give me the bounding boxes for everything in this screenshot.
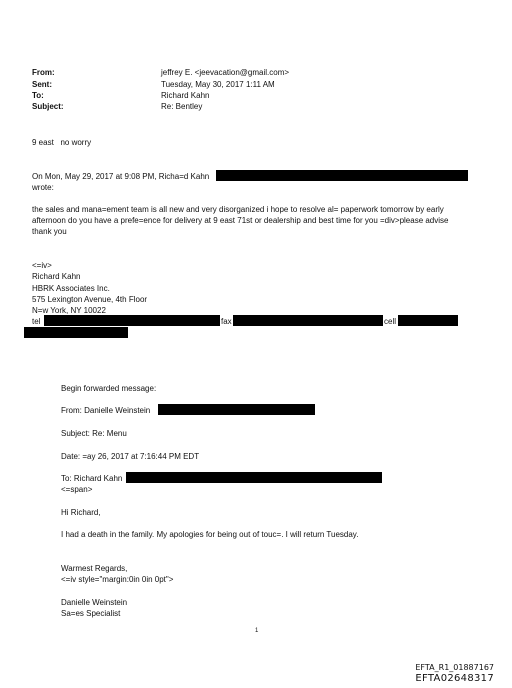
forwarded-sig-name: Danielle Weinstein (61, 598, 128, 607)
sent-value: Tuesday, May 30, 2017 1:11 AM (161, 80, 275, 89)
tel-label: tel (32, 317, 41, 326)
forwarded-message: I had a death in the family. My apologies for being out of touc=. I will return Tuesday. (61, 530, 359, 539)
forwarded-subject: Subject: Re: Menu (61, 429, 127, 438)
fax-label: fax (221, 317, 232, 326)
signature-name: Richard Kahn (32, 272, 81, 281)
subject-value: Re: Bentley (161, 102, 203, 111)
cell-label: cell (384, 317, 397, 326)
bates-number-primary: EFTA_R1_01887167 (415, 663, 494, 672)
signature-tag: <=iv> (32, 261, 52, 270)
from-value: jeffrey E. <jeevacation@gmail.com> (161, 68, 290, 77)
forwarded-from: From: Danielle Weinstein (61, 406, 151, 415)
quoted-body-line: the sales and mana=ement team is all new and very disorganized i hope to resolve al= paperwork tomorrow by early (32, 205, 444, 214)
bates-number-secondary: EFTA02648317 (415, 673, 494, 684)
reply-text: 9 east no worry (32, 138, 92, 147)
quoted-header-line: On Mon, May 29, 2017 at 9:08 PM, Richa=d Kahn (32, 172, 210, 181)
redaction-block (24, 327, 128, 338)
forwarded-closing: Warmest Regards, (61, 564, 128, 573)
forwarded-span-tag: <=span> (61, 485, 93, 494)
redaction-block (44, 315, 220, 326)
from-label: From: (32, 68, 55, 77)
forwarded-date: Date: =ay 26, 2017 at 7:16:44 PM EDT (61, 452, 200, 461)
page-number: 1 (255, 628, 259, 634)
sent-label: Sent: (32, 80, 52, 89)
redaction-block (233, 315, 383, 326)
forwarded-sig-title: Sa=es Specialist (61, 609, 121, 618)
quoted-body-line: thank you (32, 227, 67, 236)
forwarded-intro: Begin forwarded message: (61, 384, 157, 393)
quoted-body-line: afternoon do you have a prefe=ence for delivery at 9 east 71st or dealership and best time for you =div>please advise (32, 216, 449, 225)
forwarded-div-tag: <=iv style="margin:0in 0in 0pt"> (61, 575, 174, 584)
to-value: Richard Kahn (161, 91, 210, 100)
redaction-block (398, 315, 458, 326)
signature-address: 575 Lexington Avenue, 4th Floor (32, 295, 148, 304)
redaction-block (158, 404, 315, 415)
to-label: To: (32, 91, 44, 100)
forwarded-to: To: Richard Kahn (61, 474, 123, 483)
subject-label: Subject: (32, 102, 64, 111)
signature-company: HBRK Associates Inc. (32, 284, 110, 293)
quoted-wrote: wrote: (32, 183, 54, 192)
redaction-block (216, 170, 468, 181)
signature-address: N=w York, NY 10022 (32, 306, 106, 315)
forwarded-greeting: Hi Richard, (61, 508, 101, 517)
redaction-block (126, 472, 382, 483)
